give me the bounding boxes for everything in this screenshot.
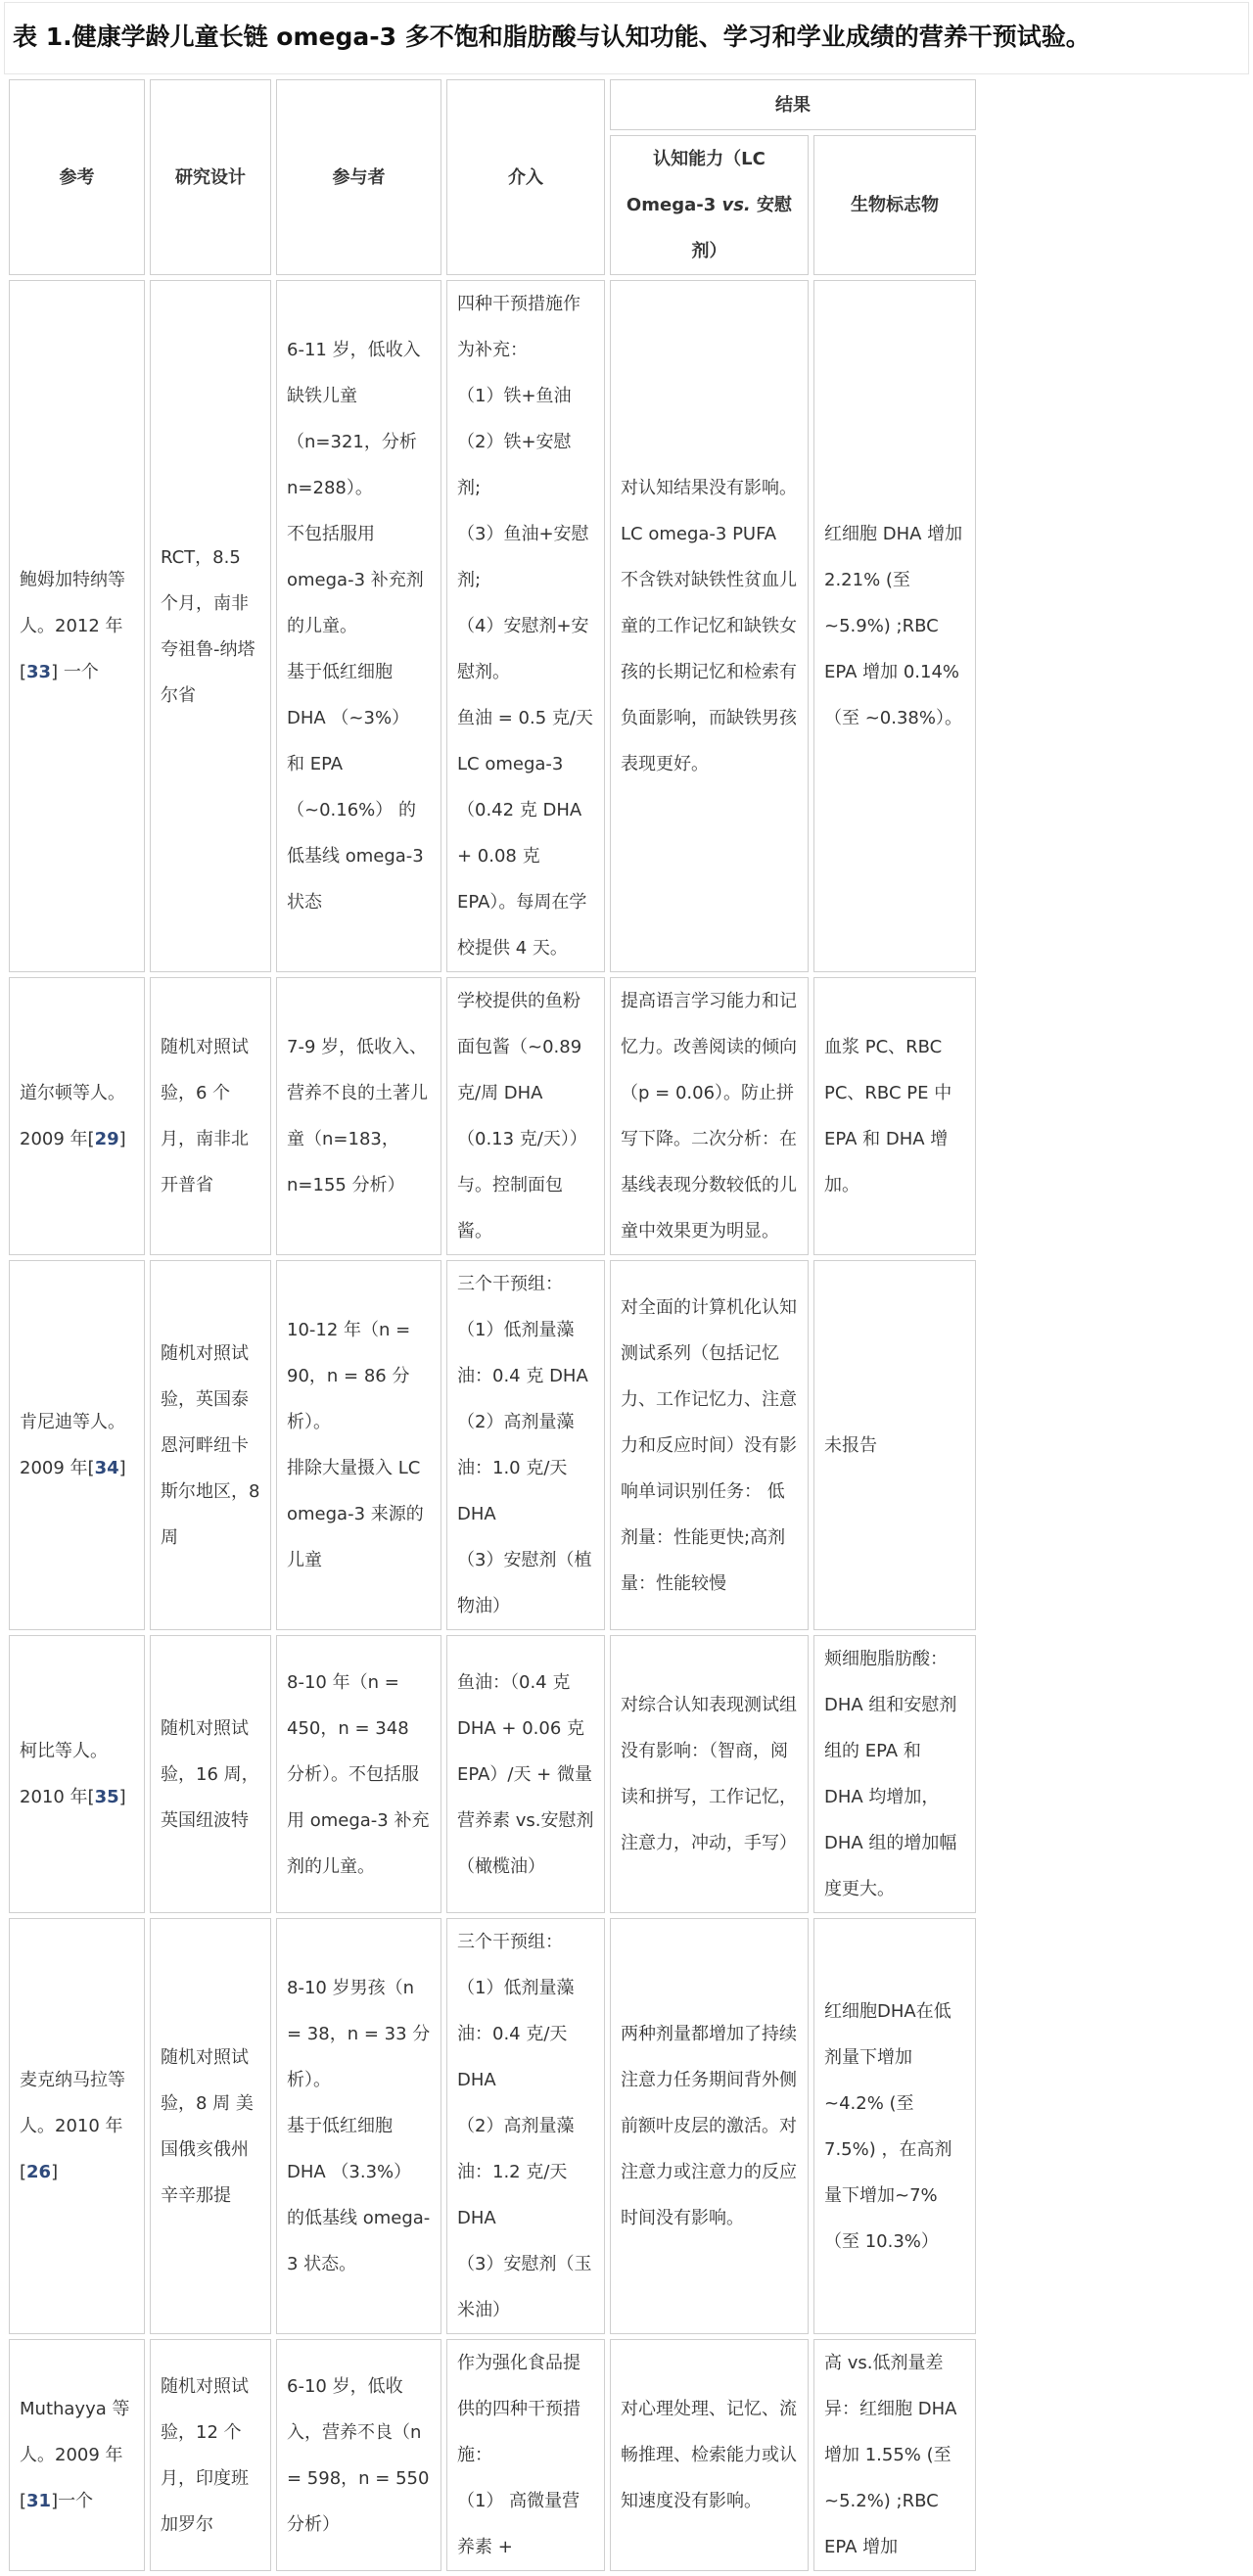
intervention-cell: 三个干预组： （1）低剂量藻油：0.4 克 DHA （2）高剂量藻油：1.0 克/天 DHA （3）安慰剂（植物油）	[446, 1260, 605, 1630]
reference-cell: 麦克纳马拉等人。2010 年[26]	[9, 1918, 145, 2334]
header-biomarkers: 生物标志物	[813, 135, 976, 275]
cognition-cell: 对综合认知表现测试组没有影响：（智商，阅读和拼写，工作记忆，注意力，冲动，手写）	[610, 1635, 809, 1913]
participants-cell: 8-10 岁男孩（n = 38，n = 33 分析）。 基于低红细胞 DHA （3.3%） 的低基线 omega-3 状态。	[276, 1918, 441, 2334]
design-cell: 随机对照试验，英国泰恩河畔纽卡斯尔地区，8 周	[150, 1260, 271, 1630]
table-row	[9, 977, 976, 1255]
intervention-cell: 三个干预组： （1）低剂量藻油：0.4 克/天 DHA （2）高剂量藻油：1.2 克/天 DHA （3）安慰剂（玉米油）	[446, 1918, 605, 2334]
biomarkers-cell: 高 vs.低剂量差异：红细胞 DHA 增加 1.55% (至 ~5.2%) ;RBC EPA 增加	[813, 2339, 976, 2571]
header-intervention: 介入	[446, 79, 605, 275]
reference-cell: 柯比等人。2010 年[35]	[9, 1635, 145, 1913]
table-row	[9, 2339, 976, 2571]
header-reference: 参考	[9, 79, 145, 275]
reference-link[interactable]: 29	[94, 1129, 119, 1149]
reference-link[interactable]: 33	[26, 662, 52, 682]
design-cell: 随机对照试验，16 周，英国纽波特	[150, 1635, 271, 1913]
header-results: 结果	[610, 79, 976, 130]
cognition-cell: 两种剂量都增加了持续注意力任务期间背外侧前额叶皮层的激活。对注意力或注意力的反应时间没有影响。	[610, 1918, 809, 2334]
biomarkers-cell: 红细胞DHA在低剂量下增加~4.2% (至 7.5%) ，在高剂量下增加~7% （至 10.3%）	[813, 1918, 976, 2334]
participants-cell: 6-11 岁，低收入缺铁儿童（n=321，分析 n=288）。 不包括服用 omega-3 补充剂的儿童。 基于低红细胞 DHA （~3%） 和 EPA （~0.16%） 的低基线 omega-3 状态	[276, 280, 441, 972]
biomarkers-cell: 血浆 PC、RBC PC、RBC PE 中 EPA 和 DHA 增加。	[813, 977, 976, 1255]
trials-table	[4, 74, 981, 2576]
header-cognition: 认知能力（LC Omega-3 vs. 安慰剂）	[610, 135, 809, 275]
cognition-cell: 对心理处理、记忆、流畅推理、检索能力或认知速度没有影响。	[610, 2339, 809, 2571]
intervention-cell: 四种干预措施作为补充： （1）铁+鱼油 （2）铁+安慰剂; （3）鱼油+安慰剂; （4）安慰剂+安慰剂。 鱼油 = 0.5 克/天 LC omega-3（0.42 克 DHA + 0.08 克 EPA）。每周在学校提供 4 天。	[446, 280, 605, 972]
header-participants: 参与者	[276, 79, 441, 275]
design-cell: 随机对照试验，6 个月，南非北开普省	[150, 977, 271, 1255]
page	[4, 2, 1249, 2557]
design-cell: 随机对照试验，8 周 美国俄亥俄州辛辛那提	[150, 1918, 271, 2334]
participants-cell: 8-10 年（n = 450，n = 348 分析）。不包括服用 omega-3 补充剂的儿童。	[276, 1635, 441, 1913]
table-row	[9, 280, 976, 972]
intervention-cell: 鱼油：（0.4 克 DHA + 0.06 克 EPA）/天 + 微量营养素 vs.安慰剂（橄榄油）	[446, 1635, 605, 1913]
reference-link[interactable]: 31	[26, 2491, 52, 2511]
reference-link[interactable]: 35	[94, 1787, 119, 1807]
cognition-cell: 对认知结果没有影响。LC omega-3 PUFA 不含铁对缺铁性贫血儿童的工作记忆和缺铁女孩的长期记忆和检索有负面影响，而缺铁男孩表现更好。	[610, 280, 809, 972]
header-design: 研究设计	[150, 79, 271, 275]
cognition-cell: 对全面的计算机化认知测试系列（包括记忆力、工作记忆力、注意力和反应时间）没有影响单词识别任务： 低剂量：性能更快;高剂量：性能较慢	[610, 1260, 809, 1630]
design-cell: 随机对照试验，12 个月，印度班加罗尔	[150, 2339, 271, 2571]
design-cell: RCT，8.5 个月，南非夸祖鲁-纳塔尔省	[150, 280, 271, 972]
cognition-cell: 提高语言学习能力和记忆力。改善阅读的倾向 （p = 0.06）。防止拼写下降。二次分析：在基线表现分数较低的儿童中效果更为明显。	[610, 977, 809, 1255]
biomarkers-cell: 未报告	[813, 1260, 976, 1630]
reference-cell: Muthayya 等人。2009 年[31]一个	[9, 2339, 145, 2571]
reference-cell: 肯尼迪等人。2009 年[34]	[9, 1260, 145, 1630]
biomarkers-cell: 颊细胞脂肪酸：DHA 组和安慰剂组的 EPA 和 DHA 均增加，DHA 组的增加幅度更大。	[813, 1635, 976, 1913]
reference-link[interactable]: 26	[26, 2162, 52, 2182]
table-row	[9, 1918, 976, 2334]
table-row	[9, 1635, 976, 1913]
reference-cell: 道尔顿等人。2009 年[29]	[9, 977, 145, 1255]
table-row	[9, 1260, 976, 1630]
reference-link[interactable]: 34	[94, 1458, 119, 1478]
table-title: 表 1.健康学龄儿童长链 omega-3 多不饱和脂肪酸与认知功能、学习和学业成绩的营养干预试验。	[4, 2, 1249, 74]
participants-cell: 6-10 岁，低收入，营养不良（n = 598，n = 550 分析）	[276, 2339, 441, 2571]
intervention-cell: 学校提供的鱼粉面包酱（~0.89 克/周 DHA（0.13 克/天））与。控制面包酱。	[446, 977, 605, 1255]
participants-cell: 7-9 岁，低收入、营养不良的土著儿童（n=183，n=155 分析）	[276, 977, 441, 1255]
participants-cell: 10-12 年（n = 90，n = 86 分析）。 排除大量摄入 LC omega-3 来源的儿童	[276, 1260, 441, 1630]
reference-cell: 鲍姆加特纳等人。2012 年[33] 一个	[9, 280, 145, 972]
intervention-cell: 作为强化食品提供的四种干预措施： （1） 高微量营养素 +	[446, 2339, 605, 2571]
biomarkers-cell: 红细胞 DHA 增加 2.21% (至~5.9%) ;RBC EPA 增加 0.14%（至 ~0.38%）。	[813, 280, 976, 972]
